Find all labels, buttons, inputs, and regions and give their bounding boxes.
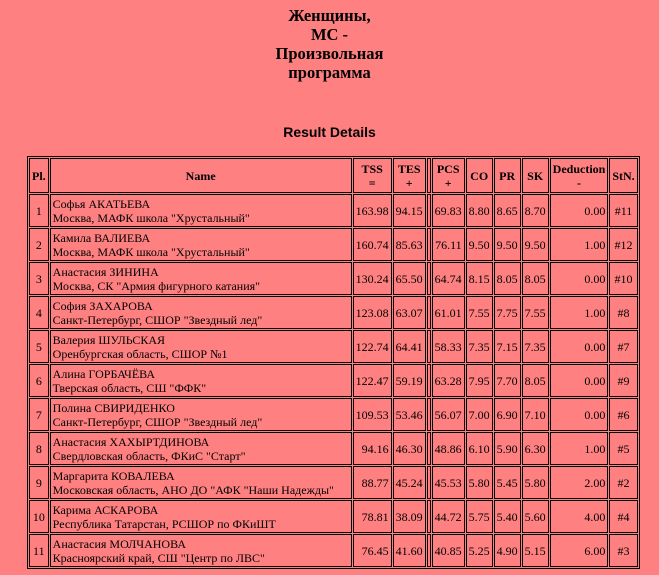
cell-co: 7.55 bbox=[466, 296, 493, 329]
cell-pr: 8.05 bbox=[494, 262, 521, 295]
cell-pr: 5.90 bbox=[494, 432, 521, 465]
cell-pr: 9.50 bbox=[494, 228, 521, 261]
cell-tes: 45.24 bbox=[393, 466, 426, 499]
cell-sk: 5.15 bbox=[522, 534, 549, 567]
cell-start-number: #6 bbox=[609, 398, 637, 431]
cell-pcs: 40.85 bbox=[432, 534, 465, 567]
cell-pcs: 69.83 bbox=[432, 194, 465, 227]
cell-sk: 5.60 bbox=[522, 500, 549, 533]
cell-deduction: 0.00 bbox=[550, 398, 609, 431]
table-row bbox=[29, 500, 638, 533]
cell-start-number: #7 bbox=[609, 330, 637, 363]
cell-pcs: 58.33 bbox=[432, 330, 465, 363]
skater-name: Анастасия ХАХЫРТДИНОВА bbox=[52, 434, 210, 449]
col-deduction: Deduction - bbox=[550, 158, 609, 193]
table-row bbox=[29, 330, 638, 363]
cell-pr: 7.15 bbox=[494, 330, 521, 363]
cell-deduction: 0.00 bbox=[550, 194, 609, 227]
cell-skater bbox=[50, 432, 352, 465]
cell-pcs: 56.07 bbox=[432, 398, 465, 431]
cell-tes: 41.60 bbox=[393, 534, 426, 567]
skater-name: Карима АСКАРОВА bbox=[52, 502, 159, 517]
cell-skater bbox=[50, 228, 352, 261]
title-line: программа bbox=[288, 63, 371, 82]
cell-start-number: #10 bbox=[609, 262, 637, 295]
cell-start-number: #9 bbox=[609, 364, 637, 397]
cell-deduction: 1.00 bbox=[550, 296, 609, 329]
cell-co: 6.10 bbox=[466, 432, 493, 465]
cell-tes: 46.30 bbox=[393, 432, 426, 465]
skater-club: Московская область, АНО ДО "АФК "Наши Надежды" bbox=[52, 482, 334, 497]
cell-sk: 7.10 bbox=[522, 398, 549, 431]
cell-start-number: #12 bbox=[609, 228, 637, 261]
cell-pcs: 76.11 bbox=[432, 228, 465, 261]
cell-deduction: 2.00 bbox=[550, 466, 609, 499]
skater-name: Алина ГОРБАЧЁВА bbox=[52, 366, 156, 381]
cell-sk: 7.35 bbox=[522, 330, 549, 363]
cell-skater bbox=[50, 500, 352, 533]
cell-skater bbox=[50, 398, 352, 431]
cell-place: 10 bbox=[29, 500, 49, 533]
cell-pr: 4.90 bbox=[494, 534, 521, 567]
skater-name: Маргарита КОВАЛЕВА bbox=[52, 468, 175, 483]
table-row bbox=[29, 534, 638, 567]
table-row bbox=[29, 398, 638, 431]
cell-place: 9 bbox=[29, 466, 49, 499]
cell-tes: 63.07 bbox=[393, 296, 426, 329]
cell-tes: 59.19 bbox=[393, 364, 426, 397]
cell-tes: 65.50 bbox=[393, 262, 426, 295]
cell-co: 8.15 bbox=[466, 262, 493, 295]
table-row bbox=[29, 194, 638, 227]
cell-gap bbox=[427, 364, 431, 397]
cell-sk: 9.50 bbox=[522, 228, 549, 261]
skater-club: Республика Татарстан, РСШОР по ФКиШТ bbox=[52, 516, 276, 531]
page-title bbox=[0, 6, 659, 82]
cell-pr: 8.65 bbox=[494, 194, 521, 227]
col-co: CO bbox=[466, 158, 493, 193]
cell-gap bbox=[427, 262, 431, 295]
skater-name: Валерия ШУЛЬСКАЯ bbox=[52, 332, 166, 347]
skater-name: София ЗАХАРОВА bbox=[52, 298, 153, 313]
cell-co: 7.35 bbox=[466, 330, 493, 363]
cell-place: 4 bbox=[29, 296, 49, 329]
skater-club: Москва, МАФК школа "Хрустальный" bbox=[52, 210, 250, 225]
cell-tss: 163.98 bbox=[353, 194, 392, 227]
cell-sk: 7.55 bbox=[522, 296, 549, 329]
cell-deduction: 1.00 bbox=[550, 432, 609, 465]
cell-place: 1 bbox=[29, 194, 49, 227]
cell-pr: 5.40 bbox=[494, 500, 521, 533]
cell-deduction: 6.00 bbox=[550, 534, 609, 567]
skater-club: Свердловская область, ФКиС "Старт" bbox=[52, 448, 246, 463]
cell-tss: 130.24 bbox=[353, 262, 392, 295]
cell-tss: 109.53 bbox=[353, 398, 392, 431]
cell-pr: 7.70 bbox=[494, 364, 521, 397]
col-tss: TSS = bbox=[353, 158, 392, 193]
cell-tes: 94.15 bbox=[393, 194, 426, 227]
skater-club: Тверская область, СШ "ФФК" bbox=[52, 380, 207, 395]
cell-tss: 76.45 bbox=[353, 534, 392, 567]
col-gap bbox=[427, 158, 431, 193]
cell-skater bbox=[50, 364, 352, 397]
cell-place: 6 bbox=[29, 364, 49, 397]
table-row bbox=[29, 432, 638, 465]
cell-place: 8 bbox=[29, 432, 49, 465]
cell-pcs: 64.74 bbox=[432, 262, 465, 295]
cell-co: 9.50 bbox=[466, 228, 493, 261]
cell-tss: 94.16 bbox=[353, 432, 392, 465]
cell-tss: 78.81 bbox=[353, 500, 392, 533]
col-pcs: PCS + bbox=[432, 158, 465, 193]
title-line: Женщины, bbox=[288, 6, 371, 25]
cell-co: 8.80 bbox=[466, 194, 493, 227]
cell-tss: 122.74 bbox=[353, 330, 392, 363]
col-pr: PR bbox=[494, 158, 521, 193]
cell-skater bbox=[50, 296, 352, 329]
cell-pcs: 45.53 bbox=[432, 466, 465, 499]
cell-co: 5.75 bbox=[466, 500, 493, 533]
cell-sk: 6.30 bbox=[522, 432, 549, 465]
col-name: Name bbox=[50, 158, 352, 193]
cell-tss: 88.77 bbox=[353, 466, 392, 499]
cell-place: 2 bbox=[29, 228, 49, 261]
skater-club: Оренбургская область, СШОР №1 bbox=[52, 346, 228, 361]
cell-pcs: 48.86 bbox=[432, 432, 465, 465]
skater-name: Анастасия ЗИНИНА bbox=[52, 264, 159, 279]
header-row bbox=[29, 158, 638, 193]
cell-place: 11 bbox=[29, 534, 49, 567]
cell-tes: 64.41 bbox=[393, 330, 426, 363]
col-tes: TES + bbox=[393, 158, 426, 193]
col-sk: SK bbox=[522, 158, 549, 193]
cell-place: 3 bbox=[29, 262, 49, 295]
skater-club: Санкт-Петербург, СШОР "Звездный лед" bbox=[52, 414, 263, 429]
cell-skater bbox=[50, 534, 352, 567]
cell-sk: 5.80 bbox=[522, 466, 549, 499]
col-start-number: StN. bbox=[609, 158, 637, 193]
cell-tes: 38.09 bbox=[393, 500, 426, 533]
cell-sk: 8.70 bbox=[522, 194, 549, 227]
cell-pcs: 61.01 bbox=[432, 296, 465, 329]
cell-deduction: 1.00 bbox=[550, 228, 609, 261]
cell-tes: 53.46 bbox=[393, 398, 426, 431]
cell-gap bbox=[427, 500, 431, 533]
cell-start-number: #4 bbox=[609, 500, 637, 533]
cell-skater bbox=[50, 330, 352, 363]
cell-gap bbox=[427, 534, 431, 567]
cell-place: 7 bbox=[29, 398, 49, 431]
cell-co: 7.95 bbox=[466, 364, 493, 397]
cell-gap bbox=[427, 330, 431, 363]
cell-start-number: #2 bbox=[609, 466, 637, 499]
cell-deduction: 4.00 bbox=[550, 500, 609, 533]
cell-deduction: 0.00 bbox=[550, 330, 609, 363]
cell-skater bbox=[50, 194, 352, 227]
table-row bbox=[29, 364, 638, 397]
cell-deduction: 0.00 bbox=[550, 364, 609, 397]
cell-start-number: #8 bbox=[609, 296, 637, 329]
cell-co: 5.25 bbox=[466, 534, 493, 567]
cell-sk: 8.05 bbox=[522, 364, 549, 397]
skater-name: Анастасия МОЛЧАНОВА bbox=[52, 536, 186, 551]
cell-pcs: 63.28 bbox=[432, 364, 465, 397]
cell-deduction: 0.00 bbox=[550, 262, 609, 295]
results-table bbox=[27, 156, 640, 569]
cell-pcs: 44.72 bbox=[432, 500, 465, 533]
skater-name: Софья АКАТЬЕВА bbox=[52, 196, 151, 211]
cell-gap bbox=[427, 466, 431, 499]
cell-co: 7.00 bbox=[466, 398, 493, 431]
skater-club: Москва, СК "Армия фигурного катания" bbox=[52, 278, 261, 293]
skater-club: Санкт-Петербург, СШОР "Звездный лед" bbox=[52, 312, 263, 327]
title-line: МС - bbox=[310, 25, 349, 44]
col-place: Pl. bbox=[29, 158, 49, 193]
cell-tes: 85.63 bbox=[393, 228, 426, 261]
section-heading: Result Details bbox=[283, 124, 376, 140]
cell-start-number: #3 bbox=[609, 534, 637, 567]
cell-start-number: #5 bbox=[609, 432, 637, 465]
cell-co: 5.80 bbox=[466, 466, 493, 499]
cell-sk: 8.05 bbox=[522, 262, 549, 295]
table-row bbox=[29, 466, 638, 499]
table-row bbox=[29, 228, 638, 261]
table-row bbox=[29, 296, 638, 329]
cell-gap bbox=[427, 398, 431, 431]
cell-pr: 6.90 bbox=[494, 398, 521, 431]
skater-name: Камила ВАЛИЕВА bbox=[52, 230, 151, 245]
skater-name: Полина СВИРИДЕНКО bbox=[52, 400, 175, 415]
cell-pr: 7.75 bbox=[494, 296, 521, 329]
cell-tss: 123.08 bbox=[353, 296, 392, 329]
cell-gap bbox=[427, 228, 431, 261]
cell-start-number: #11 bbox=[609, 194, 637, 227]
cell-tss: 160.74 bbox=[353, 228, 392, 261]
cell-gap bbox=[427, 296, 431, 329]
skater-club: Красноярский край, СШ "Центр по ЛВС" bbox=[52, 550, 265, 565]
cell-place: 5 bbox=[29, 330, 49, 363]
cell-gap bbox=[427, 194, 431, 227]
cell-skater bbox=[50, 262, 352, 295]
cell-skater bbox=[50, 466, 352, 499]
cell-pr: 5.45 bbox=[494, 466, 521, 499]
table-row bbox=[29, 262, 638, 295]
cell-tss: 122.47 bbox=[353, 364, 392, 397]
skater-club: Москва, МАФК школа "Хрустальный" bbox=[52, 244, 250, 259]
title-line: Произвольная bbox=[275, 44, 384, 63]
cell-gap bbox=[427, 432, 431, 465]
